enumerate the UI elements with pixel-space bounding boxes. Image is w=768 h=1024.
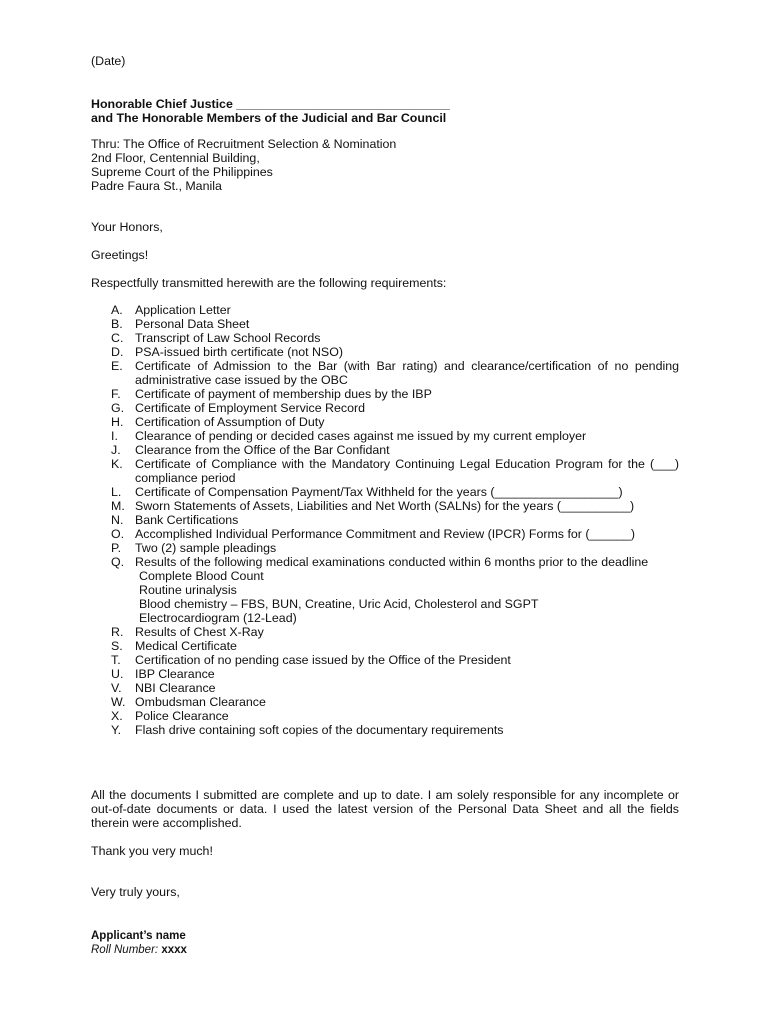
list-item: B. Personal Data Sheet	[111, 317, 250, 331]
list-item: I. Clearance of pending or decided cases against me issued by my current employer	[111, 429, 587, 443]
addressee-block	[91, 97, 679, 125]
salutation: Your Honors,	[91, 220, 163, 234]
address-line: Supreme Court of the Philippines	[91, 165, 273, 179]
list-item: U. IBP Clearance	[111, 667, 215, 681]
closing-paragraph: All the documents I submitted are complete and up to date. I am solely responsible for any incomplete or out-of-date documents or data. I used the latest version of the Personal Data Sheet and all the fields therein were accomplished.	[91, 788, 679, 830]
list-item: G. Certificate of Employment Service Record	[111, 401, 366, 415]
addressee-line-2: and The Honorable Members of the Judicial and Bar Council	[91, 111, 447, 125]
list-item: M. Sworn Statements of Assets, Liabilities and Net Worth (SALNs) for the years (__________)	[111, 499, 635, 513]
roll-number	[91, 943, 679, 957]
requirements-list	[111, 303, 679, 737]
list-item: V. NBI Clearance	[111, 681, 216, 695]
signatory-name: Applicant’s name	[91, 930, 186, 942]
list-item: C. Transcript of Law School Records	[111, 331, 321, 345]
addressee-line-1: Honorable Chief Justice _______________________________	[91, 97, 450, 111]
list-item: E. Certificate of Admission to the Bar (with Bar rating) and clearance/certification of no pending administrative case issued by the OBC	[111, 359, 679, 387]
roll-number-label: Roll Number:	[91, 944, 159, 956]
roll-number-value: xxxx	[161, 944, 187, 956]
medical-sub-item: Routine urinalysis	[139, 583, 237, 597]
thanks-line: Thank you very much!	[91, 844, 213, 858]
list-item: R. Results of Chest X-Ray	[111, 625, 264, 639]
intro-text: Respectfully transmitted herewith are the following requirements:	[91, 276, 447, 290]
list-item: H. Certification of Assumption of Duty	[111, 415, 325, 429]
address-line: 2nd Floor, Centennial Building,	[91, 151, 260, 165]
complimentary-close: Very truly yours,	[91, 885, 180, 899]
medical-sub-item: Blood chemistry – FBS, BUN, Creatine, Uric Acid, Cholesterol and SGPT	[139, 597, 539, 611]
list-item: O. Accomplished Individual Performance Commitment and Review (IPCR) Forms for (______)	[111, 527, 635, 541]
list-item: L. Certificate of Compensation Payment/Tax Withheld for the years (__________________)	[111, 485, 623, 499]
list-item: K. Certificate of Compliance with the Mandatory Continuing Legal Education Program for the (___) compliance period	[111, 457, 679, 485]
address-line: Padre Faura St., Manila	[91, 179, 222, 193]
list-item: Y. Flash drive containing soft copies of the documentary requirements	[111, 723, 504, 737]
greeting: Greetings!	[91, 248, 149, 262]
list-item: N. Bank Certifications	[111, 513, 239, 527]
list-item: S. Medical Certificate	[111, 639, 237, 653]
list-item: P. Two (2) sample pleadings	[111, 541, 277, 555]
list-item: X. Police Clearance	[111, 709, 229, 723]
list-item: A. Application Letter	[111, 303, 231, 317]
list-item: J. Clearance from the Office of the Bar Confidant	[111, 443, 390, 457]
thru-address	[91, 137, 679, 193]
medical-sub-item: Complete Blood Count	[139, 569, 264, 583]
thru-line: Thru: The Office of Recruitment Selection & Nomination	[91, 137, 397, 151]
list-item: D. PSA-issued birth certificate (not NSO)	[111, 345, 343, 359]
list-item: F. Certificate of payment of membership dues by the IBP	[111, 387, 432, 401]
medical-sub-item: Electrocardiogram (12-Lead)	[139, 611, 297, 625]
list-item: W. Ombudsman Clearance	[111, 695, 266, 709]
list-item: Q. Results of the following medical examinations conducted within 6 months prior to the deadline	[111, 555, 649, 569]
list-item: T. Certification of no pending case issued by the Office of the President	[111, 653, 511, 667]
date-line: (Date)	[91, 54, 126, 68]
